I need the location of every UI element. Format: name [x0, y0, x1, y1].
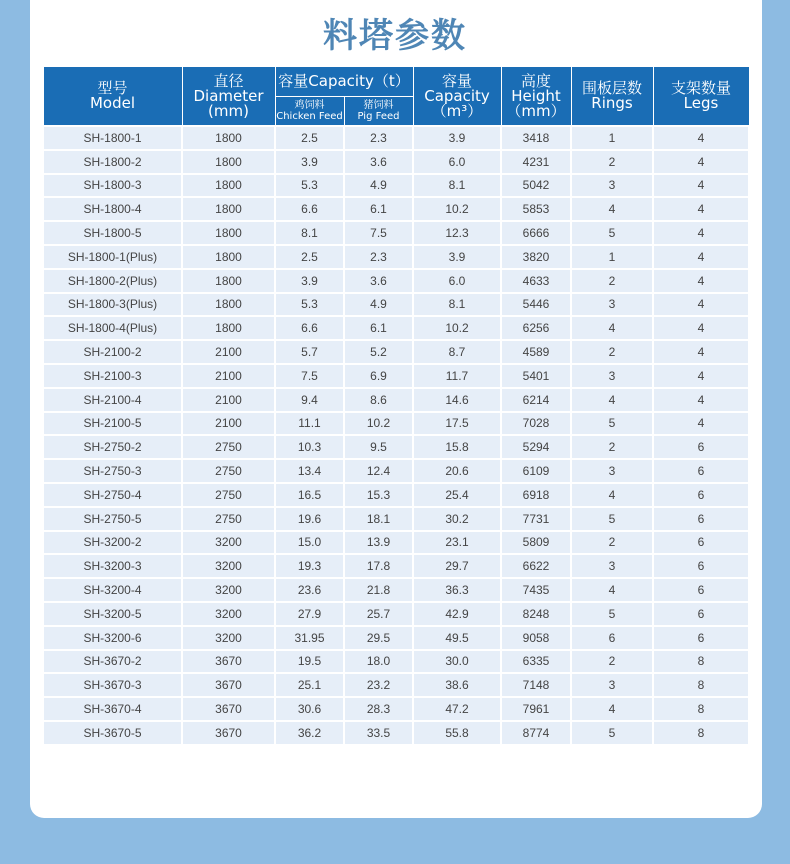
cell-model: SH-3200-6 — [43, 626, 182, 650]
cell-pig-feed: 4.9 — [344, 293, 413, 317]
cell-model: SH-3200-5 — [43, 602, 182, 626]
cell-diameter: 2100 — [182, 412, 275, 436]
cell-model: SH-1800-3 — [43, 174, 182, 198]
cell-height: 5042 — [501, 174, 571, 198]
cell-chicken-feed: 8.1 — [275, 221, 344, 245]
cell-legs: 6 — [653, 578, 749, 602]
cell-rings: 3 — [571, 293, 653, 317]
cell-chicken-feed: 5.3 — [275, 174, 344, 198]
table-row — [43, 721, 749, 745]
cell-height: 6666 — [501, 221, 571, 245]
cell-chicken-feed: 13.4 — [275, 459, 344, 483]
cell-legs: 4 — [653, 412, 749, 436]
cell-capacity-m3: 8.1 — [413, 293, 501, 317]
cell-legs: 6 — [653, 507, 749, 531]
cell-model: SH-2100-4 — [43, 388, 182, 412]
cell-rings: 2 — [571, 269, 653, 293]
cell-height: 6109 — [501, 459, 571, 483]
cell-pig-feed: 3.6 — [344, 269, 413, 293]
cell-pig-feed: 25.7 — [344, 602, 413, 626]
cell-rings: 4 — [571, 316, 653, 340]
cell-pig-feed: 5.2 — [344, 340, 413, 364]
cell-pig-feed: 2.3 — [344, 126, 413, 150]
cell-chicken-feed: 27.9 — [275, 602, 344, 626]
cell-pig-feed: 13.9 — [344, 531, 413, 555]
cell-rings: 3 — [571, 364, 653, 388]
cell-capacity-m3: 8.7 — [413, 340, 501, 364]
cell-rings: 4 — [571, 483, 653, 507]
table-row — [43, 221, 749, 245]
cell-legs: 8 — [653, 721, 749, 745]
cell-chicken-feed: 5.3 — [275, 293, 344, 317]
cell-rings: 2 — [571, 435, 653, 459]
cell-rings: 2 — [571, 340, 653, 364]
cell-capacity-m3: 29.7 — [413, 554, 501, 578]
cell-legs: 4 — [653, 316, 749, 340]
cell-height: 6918 — [501, 483, 571, 507]
cell-capacity-m3: 23.1 — [413, 531, 501, 555]
cell-capacity-m3: 8.1 — [413, 174, 501, 198]
cell-legs: 8 — [653, 697, 749, 721]
cell-model: SH-2100-3 — [43, 364, 182, 388]
cell-pig-feed: 29.5 — [344, 626, 413, 650]
cell-diameter: 3200 — [182, 626, 275, 650]
cell-diameter: 1800 — [182, 245, 275, 269]
cell-pig-feed: 17.8 — [344, 554, 413, 578]
cell-height: 5294 — [501, 435, 571, 459]
cell-diameter: 3670 — [182, 650, 275, 674]
header-model: 型号 Model — [43, 67, 182, 127]
cell-chicken-feed: 23.6 — [275, 578, 344, 602]
cell-pig-feed: 2.3 — [344, 245, 413, 269]
cell-model: SH-3670-2 — [43, 650, 182, 674]
cell-model: SH-3670-3 — [43, 673, 182, 697]
cell-chicken-feed: 11.1 — [275, 412, 344, 436]
cell-legs: 6 — [653, 602, 749, 626]
header-legs: 支架数量 Legs — [653, 67, 749, 127]
table-row — [43, 269, 749, 293]
cell-chicken-feed: 2.5 — [275, 245, 344, 269]
cell-height: 6335 — [501, 650, 571, 674]
cell-pig-feed: 10.2 — [344, 412, 413, 436]
cell-diameter: 1800 — [182, 197, 275, 221]
cell-capacity-m3: 10.2 — [413, 316, 501, 340]
table-row — [43, 340, 749, 364]
table-row — [43, 412, 749, 436]
cell-diameter: 3200 — [182, 602, 275, 626]
cell-pig-feed: 33.5 — [344, 721, 413, 745]
cell-height: 9058 — [501, 626, 571, 650]
cell-model: SH-2100-2 — [43, 340, 182, 364]
cell-diameter: 2100 — [182, 364, 275, 388]
cell-height: 6622 — [501, 554, 571, 578]
cell-legs: 4 — [653, 221, 749, 245]
cell-height: 7435 — [501, 578, 571, 602]
table-row — [43, 626, 749, 650]
cell-diameter: 1800 — [182, 316, 275, 340]
cell-legs: 6 — [653, 483, 749, 507]
cell-height: 4589 — [501, 340, 571, 364]
cell-model: SH-3200-2 — [43, 531, 182, 555]
cell-capacity-m3: 15.8 — [413, 435, 501, 459]
cell-model: SH-1800-4(Plus) — [43, 316, 182, 340]
cell-chicken-feed: 3.9 — [275, 150, 344, 174]
cell-diameter: 2750 — [182, 435, 275, 459]
cell-pig-feed: 7.5 — [344, 221, 413, 245]
cell-diameter: 3200 — [182, 531, 275, 555]
cell-diameter: 1800 — [182, 150, 275, 174]
cell-chicken-feed: 5.7 — [275, 340, 344, 364]
table-row — [43, 293, 749, 317]
cell-height: 8774 — [501, 721, 571, 745]
cell-pig-feed: 6.9 — [344, 364, 413, 388]
header-height: 高度 Height （mm） — [501, 67, 571, 127]
cell-height: 7961 — [501, 697, 571, 721]
cell-diameter: 3670 — [182, 673, 275, 697]
cell-model: SH-1800-1 — [43, 126, 182, 150]
cell-legs: 4 — [653, 197, 749, 221]
cell-diameter: 3670 — [182, 697, 275, 721]
cell-height: 5809 — [501, 531, 571, 555]
cell-height: 4633 — [501, 269, 571, 293]
page-title: 料塔参数 — [323, 16, 467, 56]
cell-chicken-feed: 6.6 — [275, 316, 344, 340]
cell-legs: 4 — [653, 126, 749, 150]
cell-capacity-m3: 6.0 — [413, 150, 501, 174]
cell-legs: 6 — [653, 531, 749, 555]
cell-model: SH-1800-2 — [43, 150, 182, 174]
cell-model: SH-1800-3(Plus) — [43, 293, 182, 317]
cell-diameter: 2100 — [182, 388, 275, 412]
cell-diameter: 1800 — [182, 269, 275, 293]
cell-chicken-feed: 15.0 — [275, 531, 344, 555]
cell-pig-feed: 6.1 — [344, 197, 413, 221]
table-row — [43, 174, 749, 198]
cell-chicken-feed: 25.1 — [275, 673, 344, 697]
table-row — [43, 673, 749, 697]
cell-rings: 3 — [571, 673, 653, 697]
cell-legs: 4 — [653, 269, 749, 293]
cell-pig-feed: 9.5 — [344, 435, 413, 459]
cell-rings: 2 — [571, 150, 653, 174]
cell-diameter: 2750 — [182, 483, 275, 507]
cell-diameter: 2750 — [182, 507, 275, 531]
cell-chicken-feed: 3.9 — [275, 269, 344, 293]
cell-capacity-m3: 17.5 — [413, 412, 501, 436]
cell-chicken-feed: 19.6 — [275, 507, 344, 531]
cell-pig-feed: 8.6 — [344, 388, 413, 412]
cell-chicken-feed: 36.2 — [275, 721, 344, 745]
cell-legs: 8 — [653, 673, 749, 697]
table-row — [43, 531, 749, 555]
cell-rings: 5 — [571, 721, 653, 745]
cell-pig-feed: 18.0 — [344, 650, 413, 674]
table-body — [43, 126, 749, 745]
cell-capacity-m3: 25.4 — [413, 483, 501, 507]
cell-legs: 4 — [653, 340, 749, 364]
table-row — [43, 245, 749, 269]
cell-height: 8248 — [501, 602, 571, 626]
cell-height: 6214 — [501, 388, 571, 412]
table-row — [43, 650, 749, 674]
table-row — [43, 316, 749, 340]
cell-chicken-feed: 6.6 — [275, 197, 344, 221]
cell-capacity-m3: 3.9 — [413, 126, 501, 150]
cell-chicken-feed: 30.6 — [275, 697, 344, 721]
cell-legs: 4 — [653, 174, 749, 198]
cell-legs: 4 — [653, 293, 749, 317]
cell-height: 7028 — [501, 412, 571, 436]
cell-rings: 5 — [571, 602, 653, 626]
cell-pig-feed: 4.9 — [344, 174, 413, 198]
cell-chicken-feed: 10.3 — [275, 435, 344, 459]
header-pig-feed: 猪饲料 Pig Feed — [344, 97, 413, 127]
cell-diameter: 3200 — [182, 554, 275, 578]
cell-rings: 4 — [571, 697, 653, 721]
cell-model: SH-2750-4 — [43, 483, 182, 507]
cell-legs: 6 — [653, 459, 749, 483]
cell-capacity-m3: 12.3 — [413, 221, 501, 245]
cell-model: SH-2750-3 — [43, 459, 182, 483]
cell-model: SH-3200-4 — [43, 578, 182, 602]
cell-height: 4231 — [501, 150, 571, 174]
cell-chicken-feed: 19.3 — [275, 554, 344, 578]
cell-height: 5446 — [501, 293, 571, 317]
table-row — [43, 554, 749, 578]
cell-pig-feed: 12.4 — [344, 459, 413, 483]
cell-capacity-m3: 38.6 — [413, 673, 501, 697]
cell-capacity-m3: 47.2 — [413, 697, 501, 721]
cell-rings: 2 — [571, 650, 653, 674]
cell-legs: 6 — [653, 626, 749, 650]
cell-capacity-m3: 36.3 — [413, 578, 501, 602]
header-rings: 围板层数 Rings — [571, 67, 653, 127]
cell-legs: 4 — [653, 364, 749, 388]
cell-height: 5853 — [501, 197, 571, 221]
cell-height: 3820 — [501, 245, 571, 269]
cell-chicken-feed: 9.4 — [275, 388, 344, 412]
cell-rings: 5 — [571, 507, 653, 531]
cell-model: SH-1800-1(Plus) — [43, 245, 182, 269]
cell-legs: 4 — [653, 388, 749, 412]
cell-pig-feed: 23.2 — [344, 673, 413, 697]
header-capacity-t: 容量Capacity（t） — [275, 67, 413, 97]
cell-rings: 3 — [571, 554, 653, 578]
cell-capacity-m3: 11.7 — [413, 364, 501, 388]
cell-chicken-feed: 19.5 — [275, 650, 344, 674]
header-chicken-feed: 鸡饲料 Chicken Feed — [275, 97, 344, 127]
table-row — [43, 483, 749, 507]
cell-rings: 4 — [571, 388, 653, 412]
header-capacity-m3: 容量 Capacity （m³） — [413, 67, 501, 127]
cell-legs: 8 — [653, 650, 749, 674]
cell-model: SH-2750-5 — [43, 507, 182, 531]
table-row — [43, 197, 749, 221]
table-row — [43, 388, 749, 412]
table-row — [43, 507, 749, 531]
cell-model: SH-3670-4 — [43, 697, 182, 721]
cell-capacity-m3: 14.6 — [413, 388, 501, 412]
table-row — [43, 459, 749, 483]
cell-chicken-feed: 2.5 — [275, 126, 344, 150]
cell-height: 5401 — [501, 364, 571, 388]
cell-rings: 1 — [571, 245, 653, 269]
cell-pig-feed: 18.1 — [344, 507, 413, 531]
cell-chicken-feed: 16.5 — [275, 483, 344, 507]
cell-capacity-m3: 20.6 — [413, 459, 501, 483]
cell-legs: 4 — [653, 245, 749, 269]
cell-chicken-feed: 7.5 — [275, 364, 344, 388]
cell-rings: 6 — [571, 626, 653, 650]
cell-model: SH-2100-5 — [43, 412, 182, 436]
table-row — [43, 364, 749, 388]
silo-spec-table — [42, 66, 750, 746]
cell-capacity-m3: 3.9 — [413, 245, 501, 269]
cell-legs: 6 — [653, 554, 749, 578]
cell-rings: 5 — [571, 412, 653, 436]
cell-diameter: 3670 — [182, 721, 275, 745]
cell-model: SH-2750-2 — [43, 435, 182, 459]
cell-model: SH-3670-5 — [43, 721, 182, 745]
table-row — [43, 150, 749, 174]
cell-rings: 4 — [571, 197, 653, 221]
cell-height: 3418 — [501, 126, 571, 150]
cell-legs: 6 — [653, 435, 749, 459]
cell-pig-feed: 6.1 — [344, 316, 413, 340]
cell-height: 7731 — [501, 507, 571, 531]
table-row — [43, 435, 749, 459]
cell-pig-feed: 3.6 — [344, 150, 413, 174]
cell-capacity-m3: 55.8 — [413, 721, 501, 745]
table-row — [43, 126, 749, 150]
cell-model: SH-1800-5 — [43, 221, 182, 245]
cell-rings: 4 — [571, 578, 653, 602]
cell-rings: 2 — [571, 531, 653, 555]
cell-capacity-m3: 10.2 — [413, 197, 501, 221]
cell-diameter: 1800 — [182, 221, 275, 245]
cell-diameter: 3200 — [182, 578, 275, 602]
cell-pig-feed: 28.3 — [344, 697, 413, 721]
table-row — [43, 602, 749, 626]
cell-diameter: 1800 — [182, 174, 275, 198]
cell-capacity-m3: 49.5 — [413, 626, 501, 650]
cell-pig-feed: 15.3 — [344, 483, 413, 507]
cell-legs: 4 — [653, 150, 749, 174]
cell-capacity-m3: 6.0 — [413, 269, 501, 293]
cell-diameter: 2100 — [182, 340, 275, 364]
cell-rings: 5 — [571, 221, 653, 245]
cell-capacity-m3: 30.0 — [413, 650, 501, 674]
cell-rings: 1 — [571, 126, 653, 150]
table-row — [43, 697, 749, 721]
cell-diameter: 1800 — [182, 126, 275, 150]
cell-model: SH-1800-2(Plus) — [43, 269, 182, 293]
cell-height: 6256 — [501, 316, 571, 340]
header-diameter: 直径 Diameter (mm) — [182, 67, 275, 127]
cell-capacity-m3: 42.9 — [413, 602, 501, 626]
cell-rings: 3 — [571, 174, 653, 198]
table-row — [43, 578, 749, 602]
cell-height: 7148 — [501, 673, 571, 697]
cell-rings: 3 — [571, 459, 653, 483]
cell-diameter: 1800 — [182, 293, 275, 317]
cell-pig-feed: 21.8 — [344, 578, 413, 602]
cell-chicken-feed: 31.95 — [275, 626, 344, 650]
cell-capacity-m3: 30.2 — [413, 507, 501, 531]
cell-model: SH-3200-3 — [43, 554, 182, 578]
cell-diameter: 2750 — [182, 459, 275, 483]
cell-model: SH-1800-4 — [43, 197, 182, 221]
